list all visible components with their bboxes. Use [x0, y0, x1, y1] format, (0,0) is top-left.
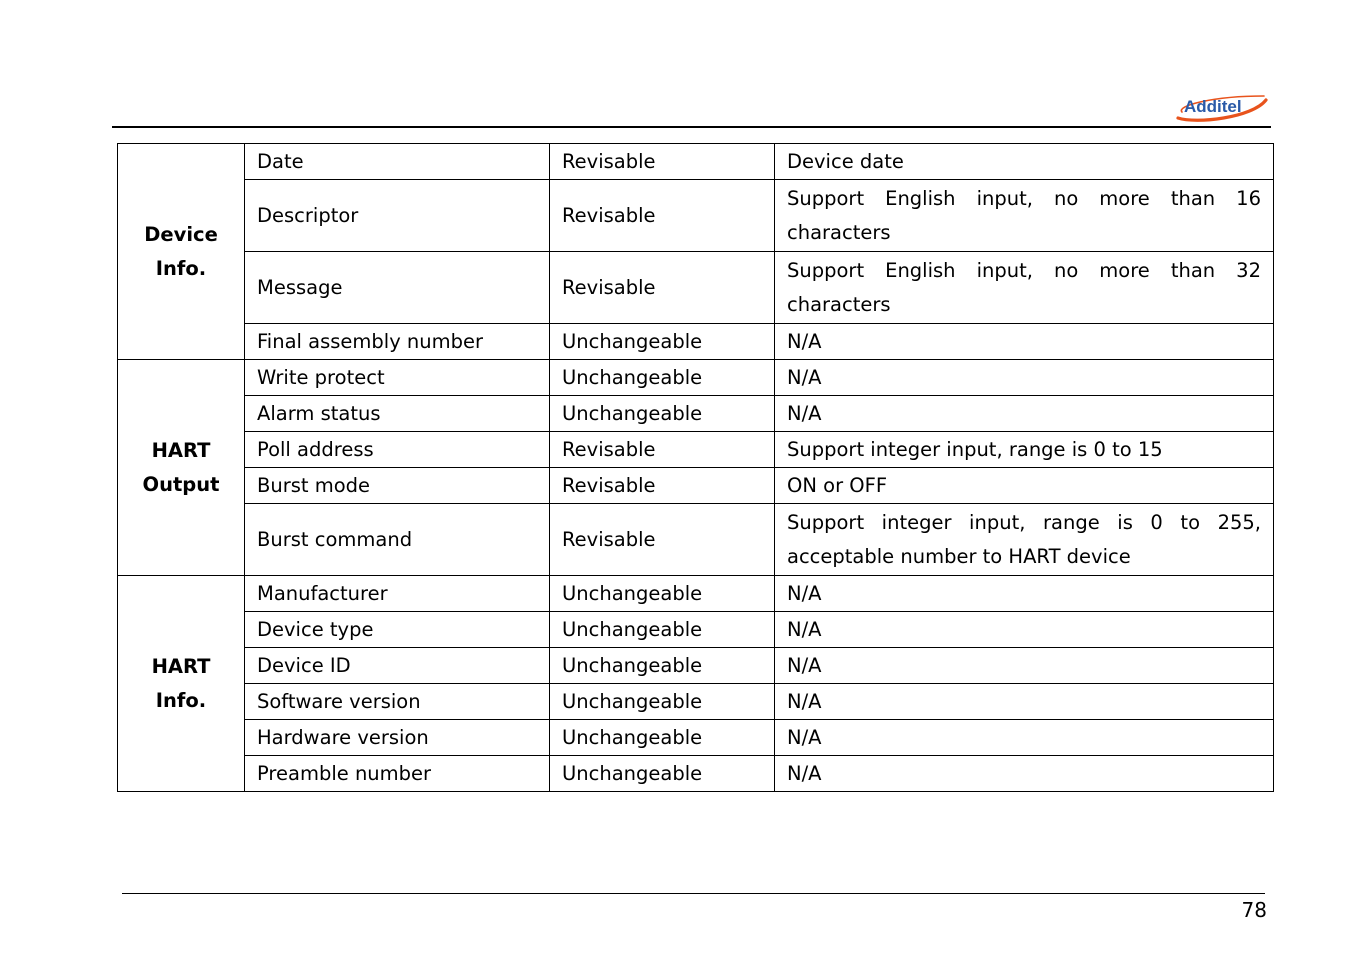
status-cell: Revisable [550, 504, 775, 576]
desc-cell: N/A [775, 360, 1274, 396]
status-cell: Unchangeable [550, 684, 775, 720]
status-cell: Unchangeable [550, 360, 775, 396]
group-label-hart-info: HART Info. [118, 576, 245, 792]
desc-cell: N/A [775, 324, 1274, 360]
status-cell: Revisable [550, 432, 775, 468]
desc-cell: N/A [775, 684, 1274, 720]
param-cell: Device type [245, 612, 550, 648]
param-cell: Descriptor [245, 180, 550, 252]
desc-cell: N/A [775, 396, 1274, 432]
group-label-device-info: Device Info. [118, 144, 245, 360]
table-row [118, 432, 1274, 468]
table-row [118, 180, 1274, 252]
param-cell: Burst command [245, 504, 550, 576]
param-cell: Burst mode [245, 468, 550, 504]
status-cell: Unchangeable [550, 612, 775, 648]
status-cell: Revisable [550, 252, 775, 324]
param-cell: Poll address [245, 432, 550, 468]
desc-cell: Support integer input, range is 0 to 15 [775, 432, 1274, 468]
table-row [118, 468, 1274, 504]
table-row [118, 684, 1274, 720]
param-cell: Preamble number [245, 756, 550, 792]
table-row [118, 720, 1274, 756]
param-cell: Alarm status [245, 396, 550, 432]
desc-cell: Support English input, no more than 16 characters [775, 180, 1274, 252]
page-number: 78 [1241, 898, 1267, 922]
desc-cell: Device date [775, 144, 1274, 180]
status-cell: Revisable [550, 144, 775, 180]
desc-cell: Support English input, no more than 32 characters [775, 252, 1274, 324]
desc-cell: Support integer input, range is 0 to 255, acceptable number to HART device [775, 504, 1274, 576]
table-row [118, 324, 1274, 360]
table-row [118, 144, 1274, 180]
status-cell: Unchangeable [550, 648, 775, 684]
status-cell: Unchangeable [550, 576, 775, 612]
param-cell: Manufacturer [245, 576, 550, 612]
table-row [118, 252, 1274, 324]
param-cell: Date [245, 144, 550, 180]
param-cell: Write protect [245, 360, 550, 396]
table-row [118, 648, 1274, 684]
table-row [118, 576, 1274, 612]
status-cell: Unchangeable [550, 756, 775, 792]
status-cell: Unchangeable [550, 720, 775, 756]
status-cell: Revisable [550, 180, 775, 252]
desc-cell: N/A [775, 576, 1274, 612]
company-logo [1172, 88, 1272, 126]
desc-cell: N/A [775, 720, 1274, 756]
table-row [118, 612, 1274, 648]
table-row [118, 396, 1274, 432]
desc-cell: N/A [775, 756, 1274, 792]
param-cell: Message [245, 252, 550, 324]
desc-cell: N/A [775, 648, 1274, 684]
table-row [118, 756, 1274, 792]
param-cell: Hardware version [245, 720, 550, 756]
status-cell: Unchangeable [550, 396, 775, 432]
desc-cell: ON or OFF [775, 468, 1274, 504]
param-cell: Software version [245, 684, 550, 720]
param-cell: Device ID [245, 648, 550, 684]
status-cell: Revisable [550, 468, 775, 504]
table-row [118, 360, 1274, 396]
footer-rule [122, 893, 1265, 894]
status-cell: Unchangeable [550, 324, 775, 360]
header-rule [112, 126, 1271, 128]
param-cell: Final assembly number [245, 324, 550, 360]
desc-cell: N/A [775, 612, 1274, 648]
parameter-table [117, 143, 1274, 792]
table-row [118, 504, 1274, 576]
logo-text: Additel [1184, 97, 1242, 116]
group-label-hart-output: HART Output [118, 360, 245, 576]
